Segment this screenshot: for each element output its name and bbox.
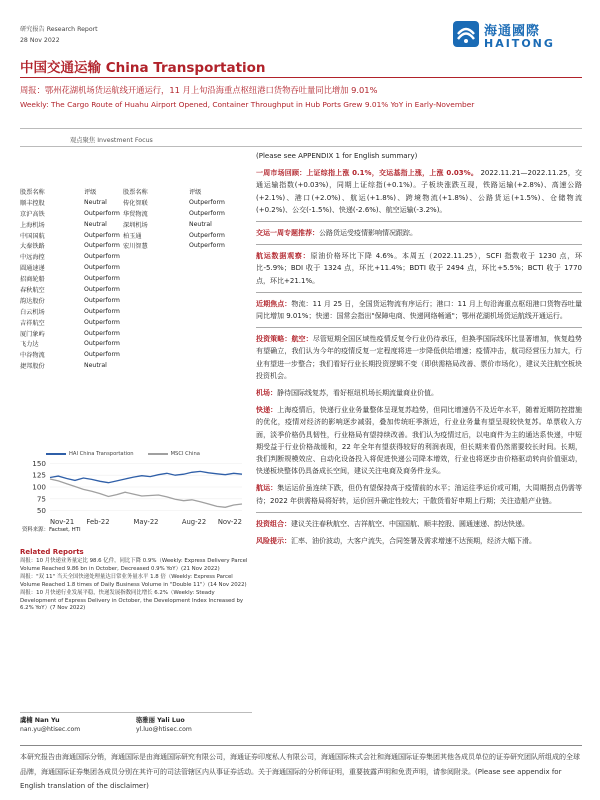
related-reports [20,548,252,613]
analyst-card [136,716,192,734]
legend-label: MSCI China [170,451,200,457]
stock-name: 中谷物流 [20,352,45,360]
section-divider [256,512,582,513]
stock-name: 韵达股份 [20,297,45,305]
recent-focus [256,298,582,322]
ratings-row [20,295,252,306]
y-tick-label: 125 [32,470,46,480]
section-divider [256,221,582,222]
ratings-row [20,317,252,328]
stock-rating: Outperform [84,253,120,261]
ratings-row [20,208,252,219]
ratings-header: 评级 [189,188,202,196]
ratings-row [20,219,252,230]
stock-rating: Outperform [84,307,120,315]
stock-rating: Outperform [84,275,120,283]
ratings-row [20,197,252,208]
investment-focus-label: 观点聚焦 Investment Focus [70,137,153,144]
stock-rating: Neutral [84,198,107,206]
ratings-header: 股票名称 [123,188,148,196]
market-review [256,167,582,216]
express-label: 快递： [256,406,278,415]
ratings-row [20,284,252,295]
stock-name: 春秋航空 [20,286,45,294]
shipping2-body: 集运运价虽连续下跌，但仍有望保持高于疫情前的水平；油运往季运价或可期，大周期拐点仍需等待；2022 年供需格局将好转，运价回升确定性较大；干散货看好申期上行期；关注造船产业链。 [256,484,583,505]
stock-rating: Outperform [84,209,120,217]
related-report-item: 周报：10 月快递业务量定比 98.6 亿件，同比下降 0.9%（Weekly: Express Delivery Parcel Volume Reached 9.86 bn in October, Decreased 0.9% YoY）(21 Nov 2022) [20,558,248,572]
x-tick-label: Feb-22 [86,518,110,526]
market-review-highlight: 上证综指上涨 0.1%，交运基指上涨，上涨 0.03%。 [306,169,479,178]
stock-rating: Outperform [84,351,120,359]
stock-name: 顺丰控股 [20,199,45,207]
logo-text-zh: 海通國際 [484,24,541,39]
x-tick-label: May-22 [133,518,159,526]
shipping-label: 航运数据观察： [256,252,311,261]
legend-label: HAI China Transportation [69,451,134,457]
strategy-aviation [256,333,582,382]
analyst-divider [20,712,252,713]
analyst-card [20,716,80,734]
portfolio [256,518,582,530]
appendix-note: (Please see APPENDIX 1 for English summary) [256,152,418,160]
shipping-data [256,250,582,287]
stock-name: 捷邦股份 [20,363,45,371]
ratings-body [20,197,252,371]
stock-rating: Outperform [84,296,120,304]
stock-name: 白云机场 [20,308,45,316]
ratings-row [20,273,252,284]
x-tick-label: Aug-22 [181,518,207,526]
ratings-row [20,251,252,262]
ratings-row [20,349,252,360]
risk-label: 风险提示： [256,537,291,546]
stock-name: 宏川智慧 [123,243,148,251]
title-divider [20,77,582,78]
stock-name: 吉祥航空 [20,319,45,327]
stock-rating: Outperform [189,242,225,250]
stock-rating: Outperform [84,242,120,250]
stock-rating: Neutral [189,220,212,228]
strategy-shipping [256,482,582,506]
ratings-row [20,328,252,339]
stock-rating: Neutral [84,362,107,370]
footer-divider [20,745,582,746]
topic-recommendation [256,227,582,239]
stock-name: 中远海控 [20,254,45,262]
ratings-row [20,240,252,251]
ratings-table [20,186,252,371]
ratings-row [20,360,252,371]
express-body: 上海疫情后，快递行业业务量整体呈现复苏趋势，但同比增速仍不及近年水平，随着近期防控措施的优化，疫情对经济的影响逐步减弱，叠加传统旺季渐近，行业业务量有望呈现较快复苏。单票收入方面，淡季价格仍具韧性，行业格局有望持续改善。我们认为疫情过后，以电商件为主的通达系快递，中短期受益于行业价格战缓和，22 年全年有望获得较好的利润表现，但长期来看仍然需要较长时间。长期，我们判断规模效应、自动化设备投入将促进快递公司降本增效，行业也将逐步由价格驱动转向价值驱动，快递板块整体仍具备成长空间，建议关注电商及商务件龙头。 [256,406,583,476]
haitong-logo [452,18,580,52]
risk-warning [256,535,582,547]
stock-name: 京沪高铁 [20,210,45,218]
report-subtitle-en: Weekly: The Cargo Route of Huahu Airport Opened, Container Throughput in Hub Ports Grew 9.01% YoY in Early-November [20,100,475,109]
stock-rating: Outperform [189,198,225,206]
series-line-hai [50,471,242,482]
stock-rating: Outperform [189,231,225,239]
report-title: 中国交通运输 China Transportation [20,60,266,76]
shipping-body: 原油价格环比下降 4.6%。本周五（2022.11.25），SCFI 指数收于 1230 点，环比-5.9%；BDI 收于 1324 点，环比+11.4%；BDTI 收于 2494 点，环比+5.5%；BCTI 收于 1770 点，环比+21.1%。 [256,252,583,285]
report-date: 28 Nov 2022 [20,37,60,44]
focus-top-divider [20,128,582,129]
y-tick-label: 100 [32,482,46,492]
market-review-label: 一周市场回顾： [256,169,307,178]
focus-bottom-divider [20,146,582,147]
topic-label: 交运一周专题推荐： [256,229,319,238]
strategy-label: 投资策略： [256,335,292,344]
section-divider [256,327,582,328]
ratings-row [20,230,252,241]
news-body: 物流：11 月 25 日，全国货运物流有序运行；港口：11 月上旬沿海重点枢纽港口货物吞吐量同比增加 9.01%；快递：国常会指出"保障电商、快递网络畅通"；鄂州花湖机场货运航线开通运行。 [256,299,583,321]
section-divider [256,292,582,293]
stock-name: 厦门象屿 [20,330,45,338]
stock-rating: Outperform [84,264,120,272]
stock-rating: Outperform [84,231,120,239]
analyst-name: 骆雅丽 Yali Luo [136,717,185,724]
portfolio-label: 投资组合： [256,519,291,528]
y-tick-label: 150 [32,458,46,468]
stock-name: 深圳机场 [123,221,148,229]
y-tick-label: 75 [36,494,46,504]
related-report-item: 周报：10 月快递行业发展平稳，快递发展指数同比增长 6.2%（Weekly: Steady Development of Express Delivery in October, the Development Index Increased by 6.2% YoY）(7 Nov 2022) [20,589,244,612]
x-tick-label: Nov-21 [50,518,75,526]
risk-body: 汇率、油价波动，大客户流失，合同签署及需求增速不达预期，经济大幅下滑。 [291,537,536,546]
ratings-header-row [20,186,252,197]
stock-name: 飞力达 [20,341,39,349]
report-header [20,26,98,45]
airport-label: 机场： [256,389,277,398]
stock-rating: Outperform [84,285,120,293]
stock-name: 上海机场 [20,221,45,229]
ratings-row [20,338,252,349]
ratings-header: 股票名称 [20,188,45,196]
logo-text-en: HAITONG [484,37,555,50]
airport-body: 静待国际线复苏，看好枢纽机场长期流量商业价值。 [277,389,438,398]
report-subtitle-zh: 周报：鄂州花湖机场货运航线开通运行，11 月上旬沿海重点枢纽港口货物吞吐量同比增加 9.01% [20,85,378,95]
stock-name: 柏玉通 [123,232,142,240]
related-report-item: 周报："双 11" 当天全国快递处理量达日常业务量水平 1.8 倍（Weekly: Express Parcel Volume Reached 1.8 times of Daily Business Volume in "Double 11"）(14 Nov 2022) [20,573,247,588]
disclaimer-footer: 本研究报告由海通国际分销，海通国际是由海通国际研究有限公司，海通证券印度私人有限公司，海通国际株式会社和海通国际证券集团其他各成员单位的证券研究团队所组成的全球品牌，海通国际证券集团各成员分别在其许可的司法管辖区内从事证券活动。关于海通国际的分析师证明，重要披露声明和免责声明，请参阅附录。(Please see appendix for English translation of the disclaimer) [20,753,580,790]
news-label: 近期焦点： [256,299,292,308]
series-line-msci [50,479,242,507]
stock-rating: Neutral [84,220,107,228]
stock-name: 圆通速递 [20,265,45,273]
stock-name: 华贸物流 [123,210,148,218]
y-tick-label: 50 [36,506,46,516]
haitong-logo-icon [452,20,480,48]
summary-column [256,150,582,552]
aviation-label: 航空： [291,335,313,344]
chart-source: 资料来源：Factset, HTI [22,527,81,533]
ratings-header: 评级 [84,188,97,196]
stock-name: 中国国航 [20,232,45,240]
analyst-name: 虞楠 Nan Yu [20,717,60,724]
stock-rating: Outperform [189,209,225,217]
stock-name: 招商轮船 [20,276,45,284]
ratings-row [20,306,252,317]
analyst-email[interactable]: yl.luo@htisec.com [136,726,192,733]
x-tick-label: Nov-22 [217,518,242,526]
stock-rating: Outperform [84,318,120,326]
ratings-row [20,262,252,273]
topic-body: 公路货运受疫情影响情况跟踪。 [319,229,417,238]
aviation-body: 尽管短期全国区域性疫情反复令行业仍待承压，但换季国际线环比显著增加，恢复趋势有望确立，我们认为今年的疫情反复一定程度将进一步降低供给增速；疫情冲击，航司经营压力加大，行业有望进一步整合；我们看好行业长期投资逻辑不变（即供需格局改善、票价市场化），建议关注航空板块投资机会。 [256,335,583,380]
stock-name: 传化智联 [123,199,148,207]
shipping2-label: 航运： [256,484,278,493]
report-tag: 研究报告 Research Report [20,26,98,33]
stock-name: 大秦铁路 [20,243,45,251]
related-reports-title: Related Reports [20,548,84,556]
strategy-airport [256,387,582,399]
market-review-body: 2022.11.21—2022.11.25，交通运输指数(+0.03%)，同期上证综指(+0.1%)。子板块涨跌互现，铁路运输(+2.8%)、高速公路(+2.1%)、港口(+2.0%)、航运(+1.8%)、跨境物流(+1.8%)、公路货运(+1.5%)、仓储物流(+0.2%)、公交(-1.5%)、快递(-2.6%)、航空运输(-3.2%)。 [256,169,582,214]
strategy-express [256,404,582,477]
performance-chart [20,443,252,527]
stock-rating: Outperform [84,329,120,337]
portfolio-body: 建议关注春秋航空、吉祥航空、中国国航、顺丰控股、圆通速递、韵达快递。 [291,519,529,528]
analyst-email[interactable]: nan.yu@htisec.com [20,726,81,733]
section-divider [256,244,582,245]
stock-rating: Outperform [84,340,120,348]
